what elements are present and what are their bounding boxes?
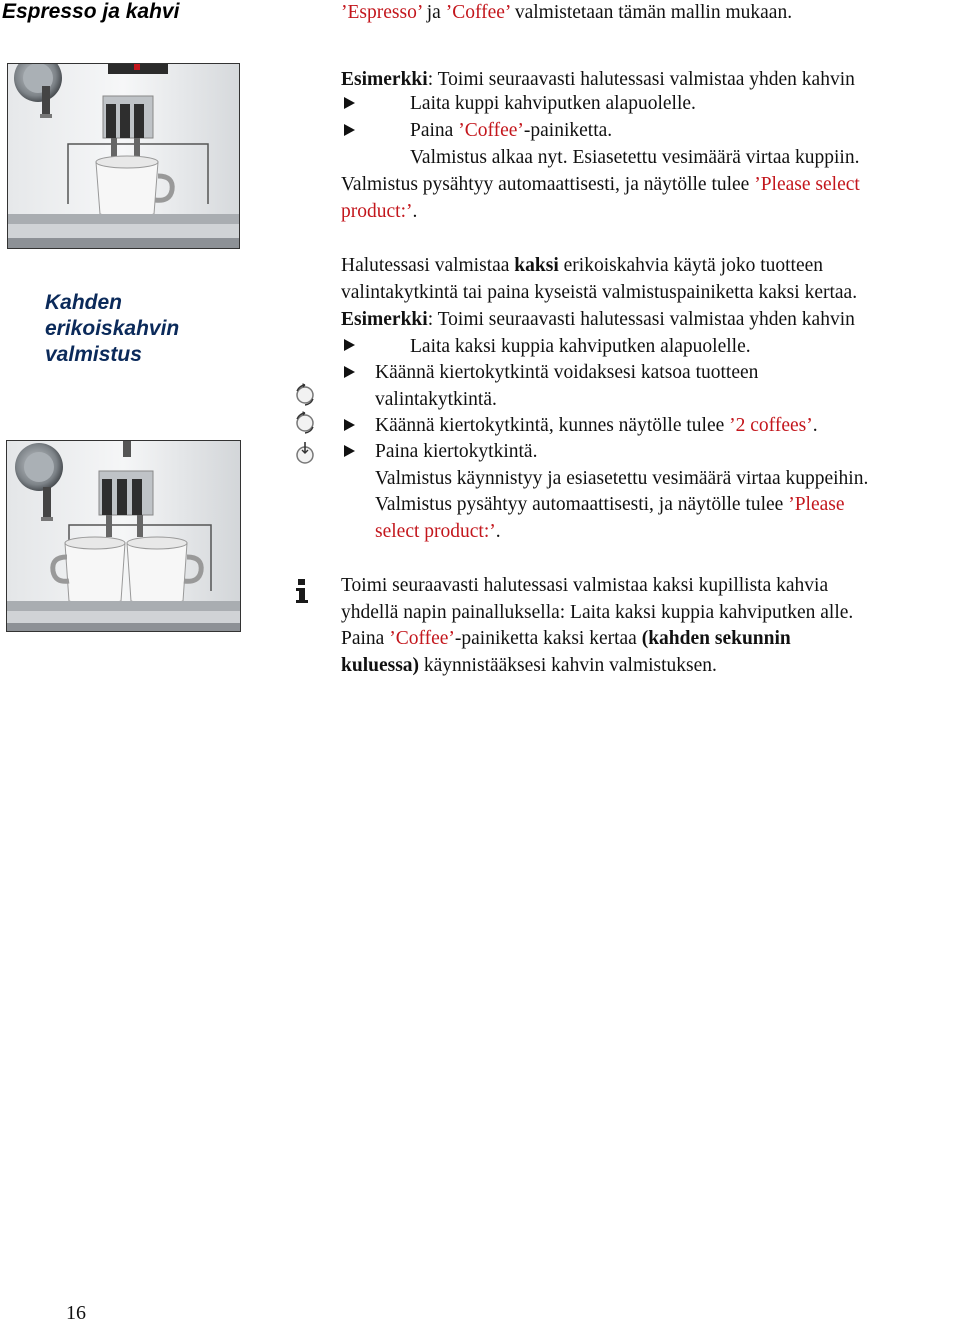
result-dot: . — [495, 521, 501, 542]
coffee-label: ’Coffee’ — [445, 2, 510, 23]
info-mid: -painiketta kaksi kertaa — [454, 628, 642, 649]
intro-bold: kaksi — [514, 255, 559, 276]
step-bullet — [344, 339, 355, 351]
step-bullet — [344, 97, 355, 109]
example-label: Esimerkki — [341, 309, 428, 330]
display-message: ’2 coffees’ — [729, 415, 813, 436]
info-text — [341, 626, 791, 653]
step-text: Laita kuppi kahviputken alapuolelle. — [410, 93, 696, 114]
press-switch-icon — [293, 440, 317, 466]
subsection-heading — [45, 290, 179, 368]
display-message: ’Please — [788, 494, 845, 515]
example-line-2 — [341, 307, 855, 334]
info-icon — [293, 578, 311, 604]
step-pre: Paina — [410, 120, 459, 141]
step-text: Paina kiertokytkintä. — [375, 441, 538, 462]
result-text: Valmistus alkaa nyt. Esiasetettu vesimäärä virtaa kuppiin. — [410, 147, 860, 168]
step-post: . — [812, 415, 818, 436]
result-text — [341, 172, 860, 199]
intro-post: erikoiskahvia käytä joko tuotteen — [558, 255, 824, 276]
info-bold: (kahden sekunnin — [641, 628, 791, 649]
heading-line: valmistus — [45, 343, 142, 366]
result-text-cont — [375, 519, 501, 546]
coffee-machine-two-cups-illustration — [7, 441, 240, 631]
step-post: -painiketta. — [523, 120, 613, 141]
single-cup-photo — [7, 63, 240, 249]
info-bold: kuluessa) — [341, 655, 420, 676]
coffee-machine-single-cup-illustration — [8, 64, 239, 248]
info-text: yhdellä napin painalluksella: Laita kaksi kuppia kahviputken alle. — [341, 602, 854, 623]
step-text: Käännä kiertokytkintä voidaksesi katsoa tuotteen — [375, 362, 759, 383]
step-bullet — [344, 366, 355, 378]
display-message: product:’ — [341, 201, 413, 222]
result-pre: Valmistus pysähtyy automaattisesti, ja näytölle tulee — [375, 494, 789, 515]
coffee-button-label: ’Coffee’ — [389, 628, 455, 649]
example-line-1 — [341, 67, 855, 94]
coffee-button-label: ’Coffee’ — [458, 120, 524, 141]
intro-line — [341, 0, 792, 27]
step-text-cont: valintakytkintä. — [375, 389, 497, 410]
info-text — [341, 653, 717, 680]
info-pre: Paina — [341, 628, 390, 649]
result-pre: Valmistus pysähtyy automaattisesti, ja näytölle tulee — [341, 174, 755, 195]
step-text — [375, 413, 818, 440]
result-dot: . — [412, 201, 418, 222]
intro-pre: Halutessasi valmistaa — [341, 255, 515, 276]
two-cups-photo — [6, 440, 241, 632]
intro-ja: ja — [421, 2, 446, 23]
step-text: Laita kaksi kuppia kahviputken alapuolelle. — [410, 336, 751, 357]
rotary-switch-icon — [293, 411, 317, 435]
display-message: select product:’ — [375, 521, 496, 542]
heading-line: erikoiskahvin — [45, 317, 180, 340]
step-bullet — [344, 445, 355, 457]
step-pre: Käännä kiertokytkintä, kunnes näytölle tulee — [375, 415, 730, 436]
step-bullet — [344, 419, 355, 431]
example-rest: : Toimi seuraavasti halutessasi valmistaa yhden kahvin — [427, 309, 855, 330]
intro-text — [341, 253, 823, 280]
display-message: ’Please select — [754, 174, 860, 195]
example-label: Esimerkki — [341, 69, 428, 90]
intro-rest: valmistetaan tämän mallin mukaan. — [509, 2, 793, 23]
heading-line: Kahden — [45, 291, 123, 314]
page-number: 16 — [66, 1302, 86, 1324]
result-text — [375, 492, 845, 519]
result-text-cont — [341, 199, 417, 226]
rotary-switch-icon — [293, 383, 317, 407]
step-bullet — [344, 124, 355, 136]
intro-text-cont: valintakytkintä tai paina kyseistä valmistuspainiketta kaksi kertaa. — [341, 282, 858, 303]
info-text: Toimi seuraavasti halutessasi valmistaa kaksi kupillista kahvia — [341, 575, 829, 596]
result-text: Valmistus käynnistyy ja esiasetettu vesimäärä virtaa kuppeihin. — [375, 468, 869, 489]
info-rest: käynnistääksesi kahvin valmistuksen. — [419, 655, 717, 676]
section-title: Espresso ja kahvi — [2, 0, 180, 23]
espresso-label: ’Espresso’ — [341, 2, 422, 23]
step-text — [410, 118, 612, 145]
example-rest: : Toimi seuraavasti halutessasi valmistaa yhden kahvin — [427, 69, 855, 90]
